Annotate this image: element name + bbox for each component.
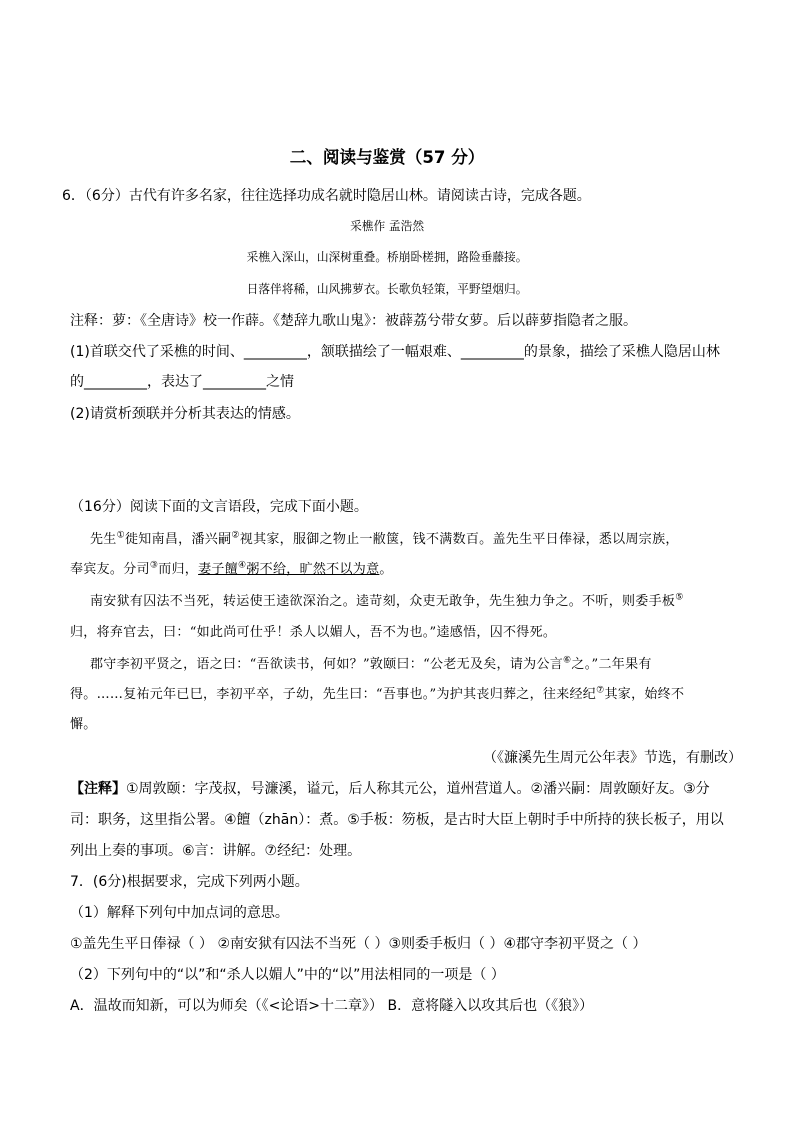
classical-text: 南安狱有囚法不当死，转运使王逵欲深治之。逵苛刻，众吏无敢争，先生独力争之。不听，则委手板 bbox=[90, 594, 676, 609]
poem-title: 采樵作 孟浩然 bbox=[350, 219, 425, 233]
classical-text: 先生 bbox=[90, 532, 117, 547]
q7-intro: 7．(6分)根据要求，完成下列两小题。 bbox=[70, 874, 309, 890]
q6-sub1-line1: (1)首联交代了采樵的时间、_________，颔联描绘了一幅艰难、_________的景象，描绘了采樵人隐居山林 bbox=[70, 344, 720, 360]
section-title: 二、阅读与鉴赏（57 分） bbox=[289, 148, 485, 168]
note-marker: ④ bbox=[238, 560, 247, 571]
classical-text: 郡守李初平贤之，语之曰：“吾欲读书，何如？”敦颐曰：“公老无及矣，请为公言 bbox=[90, 657, 564, 672]
notes-label: 【注释】 bbox=[70, 781, 126, 797]
note-marker: ③ bbox=[149, 560, 159, 571]
note-marker: ⑦ bbox=[596, 685, 605, 696]
notes-line-2: 司：职务，这里指公署。④饘（zhān）：煮。⑤手板：笏板，是古时大臣上朝时手中所持的狭长板子，用以 bbox=[70, 812, 724, 828]
classical-p1-line1 bbox=[90, 530, 679, 550]
classical-text: 其家，始终不 bbox=[604, 687, 685, 702]
notes-line-3: 列出上奏的事项。⑥言：讲解。⑦经纪：处理。 bbox=[70, 843, 362, 859]
notes-text: ①周敦颐：字茂叔，号濂溪，谥元，后人称其元公，道州营道人。②潘兴嗣：周敦颐好友。③分 bbox=[126, 781, 710, 797]
classical-p3-line1 bbox=[90, 655, 652, 675]
classical-text: 得。……复祐元年已巳，李初平卒，子幼，先生曰：“吾事也。”为护其丧归葬之，往来经纪 bbox=[70, 687, 597, 702]
q7-sub2: （2）下列句中的“以”和“杀人以媚人”中的“以”用法相同的一项是（ ） bbox=[70, 967, 505, 983]
underlined-text: 粥不给，旷然不以为意 bbox=[246, 562, 380, 577]
underlined-text: 妻子饘 bbox=[198, 562, 238, 577]
underlined-sentence bbox=[198, 562, 379, 577]
poem-line-1: 采樵入深山，山深树重叠。桥崩卧槎拥，路险垂藤接。 bbox=[246, 250, 528, 264]
notes-line-1 bbox=[70, 779, 710, 799]
classical-p3-line2 bbox=[70, 685, 684, 705]
classical-text: 奉宾友。分司 bbox=[70, 562, 150, 577]
q6-intro: 6．（6分）古代有许多名家，往往选择功成名就时隐居山林。请阅读古诗，完成各题。 bbox=[62, 188, 591, 204]
poem-note: 注释：萝：《全唐诗》校一作薜。《楚辞九歌山鬼》：被薜荔兮带女萝。后以薜萝指隐者之服。 bbox=[70, 313, 637, 329]
classical-p2-line1 bbox=[90, 592, 684, 612]
classical-text: 视其家，服御之物止一敝箧，钱不满数百。盖先生平日俸禄，悉以周宗族， bbox=[239, 532, 679, 547]
q7-items: ①盖先生平日俸禄（ ） ②南安狱有囚法不当死（ ）③则委手板归（ ）④郡守李初平贤之（ ） bbox=[70, 936, 647, 952]
classical-text: 而归， bbox=[158, 562, 199, 577]
note-marker: ② bbox=[231, 530, 240, 541]
classical-intro: （16分）阅读下面的文言语段，完成下面小题。 bbox=[70, 499, 368, 515]
note-marker: ⑤ bbox=[675, 592, 684, 603]
q7-sub1: （1）解释下列句中加点词的意思。 bbox=[70, 905, 289, 921]
q6-sub2: (2)请赏析颈联并分析其表达的情感。 bbox=[70, 406, 300, 422]
classical-p3-line3: 懈。 bbox=[70, 717, 97, 732]
poem-line-2: 日落伴将稀，山风拂萝衣。长歌负轻策，平野望烟归。 bbox=[246, 282, 528, 296]
classical-text: 。 bbox=[379, 562, 393, 577]
source-citation: （《濂溪先生周元公年表》节选，有删改） bbox=[483, 750, 742, 766]
note-marker: ⑥ bbox=[563, 655, 572, 666]
q7-options: A．温故而知新，可以为师矣（《<论语>十二章》） B．意将隧入以攻其后也（《狼》） bbox=[70, 998, 594, 1014]
classical-text: 之。”二年果有 bbox=[571, 657, 652, 672]
q6-sub1-line2: 的_________，表达了_________之情 bbox=[70, 374, 294, 390]
classical-p1-line2 bbox=[70, 560, 393, 580]
note-marker: ① bbox=[116, 530, 125, 541]
classical-p2-line2: 归，将弃官去，曰：“如此尚可仕乎！杀人以媚人，吾不为也。”逵感悟，囚不得死。 bbox=[70, 625, 557, 640]
classical-text: 徙知南昌，潘兴嗣 bbox=[124, 532, 232, 547]
